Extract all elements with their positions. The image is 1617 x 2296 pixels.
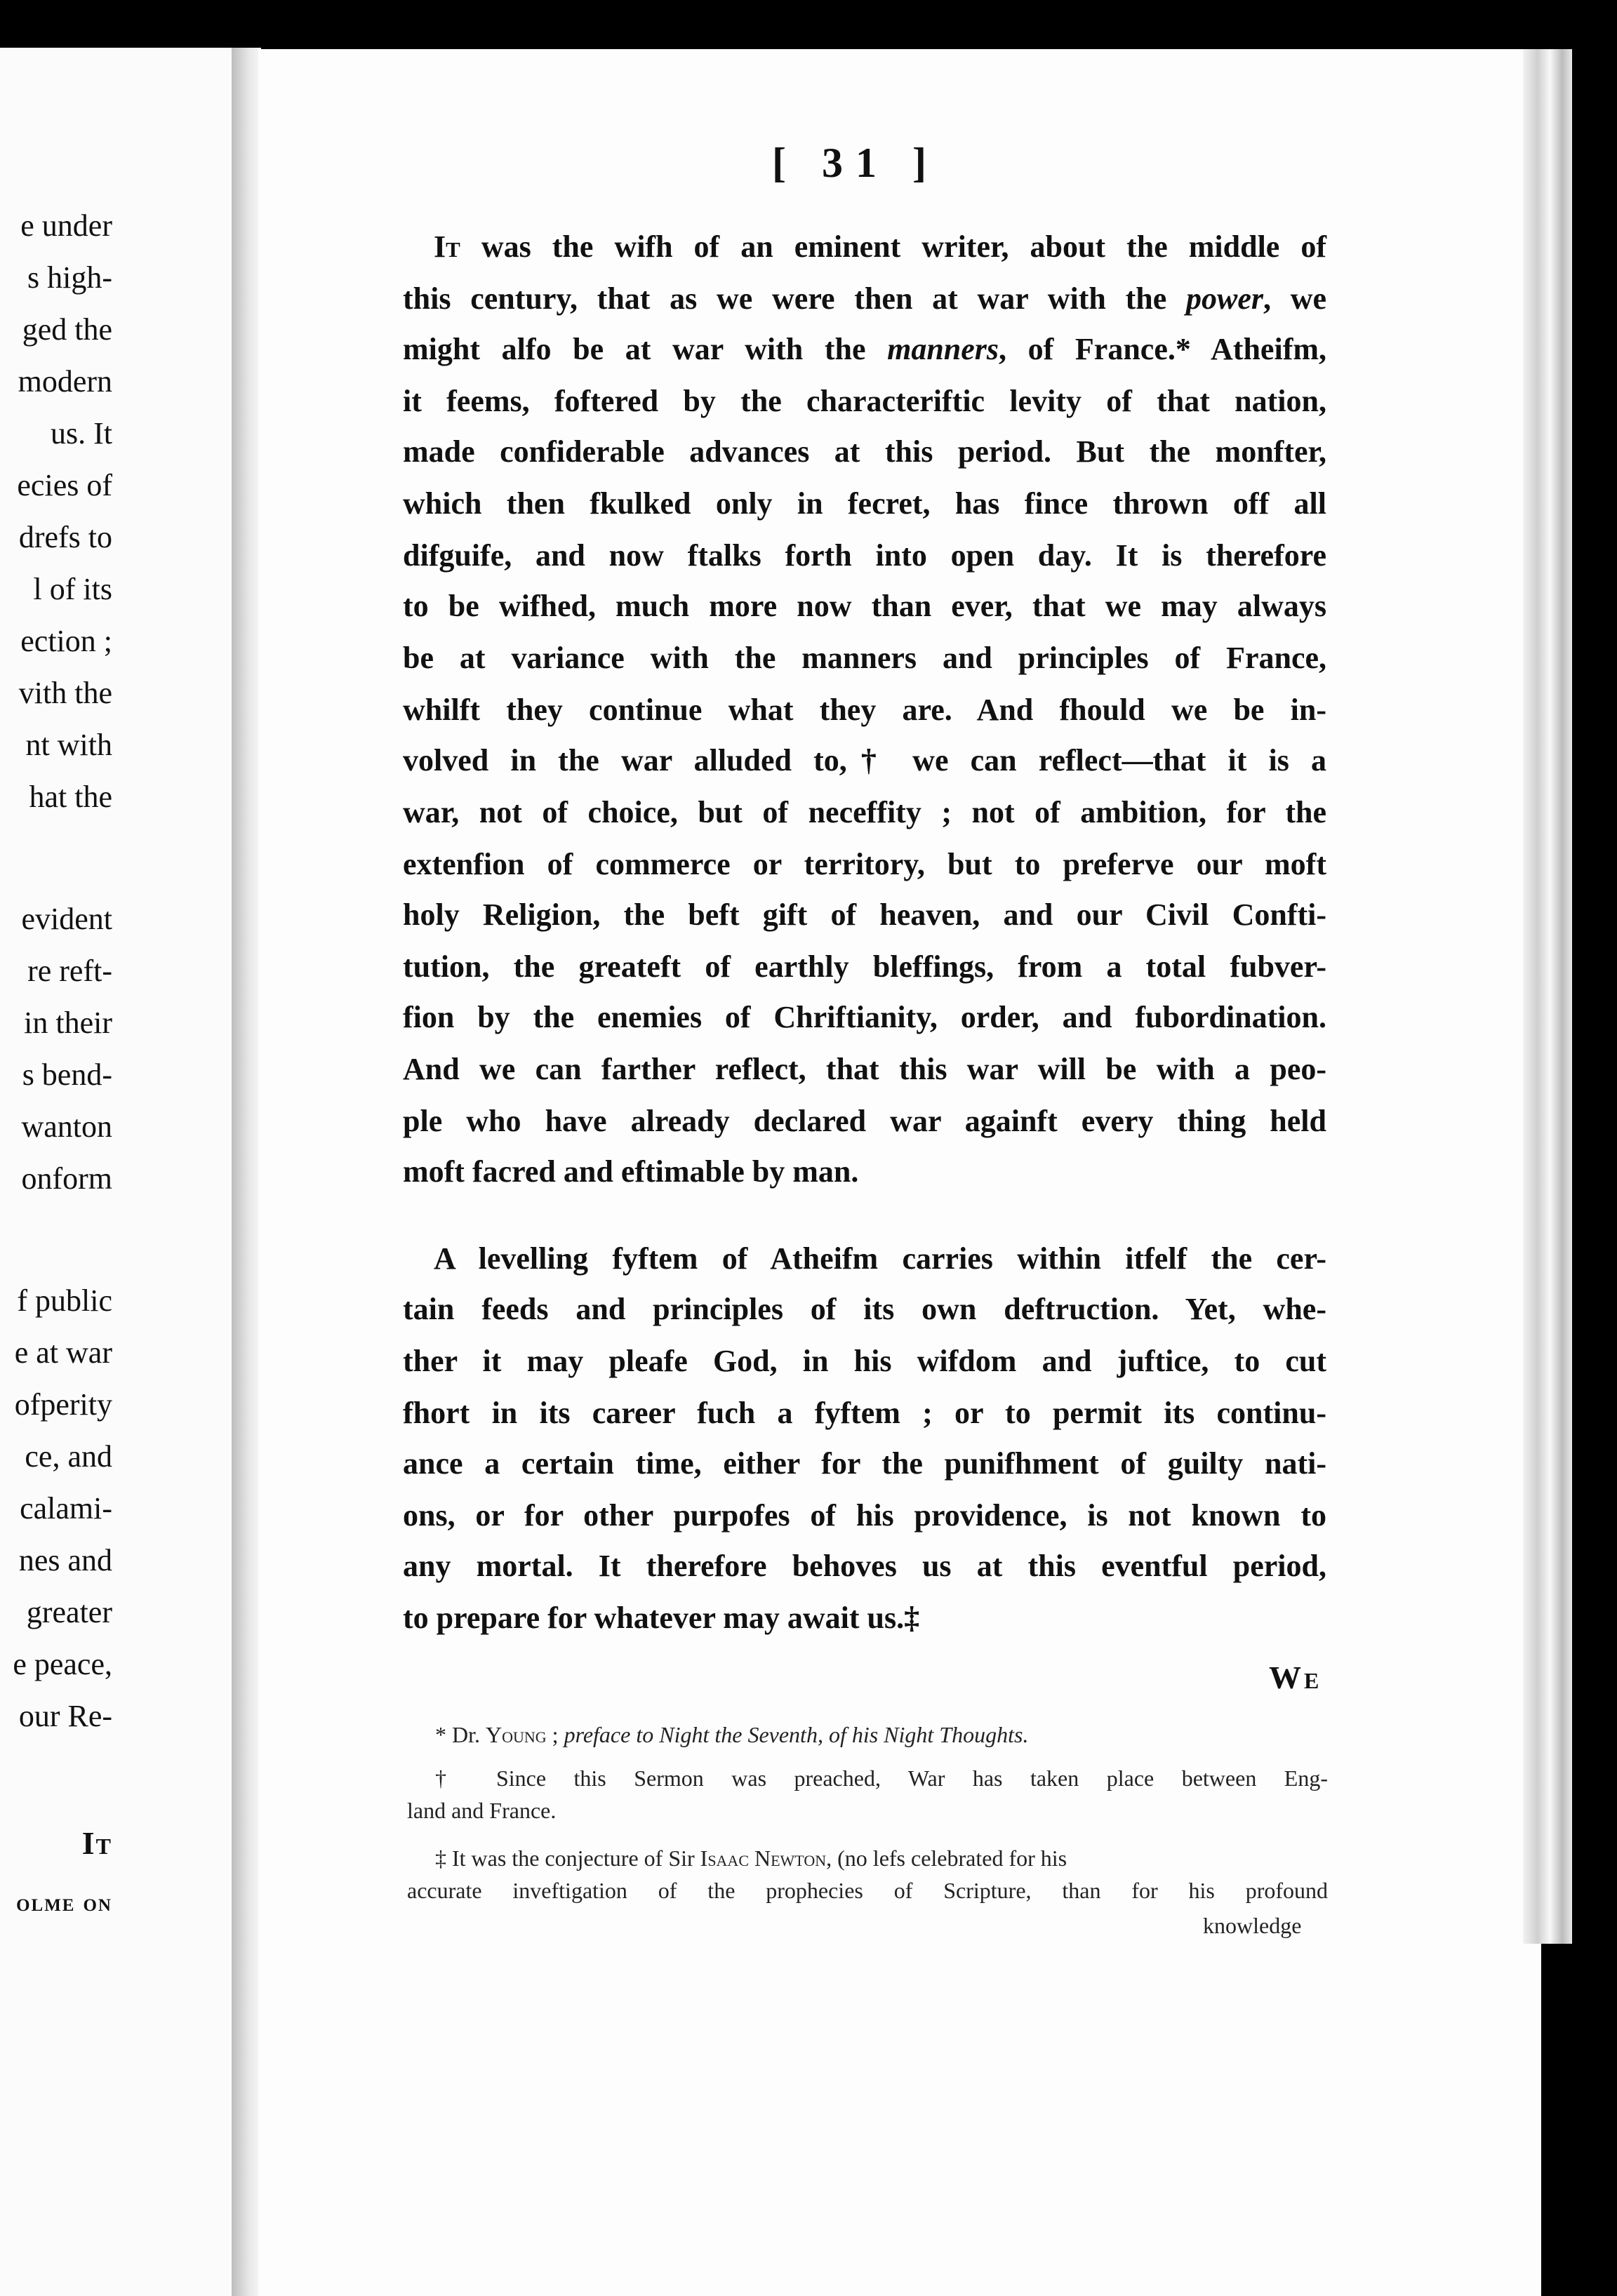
paragraph-1-line: fion by the enemies of Chriftianity, order, and fubordination.: [403, 1000, 1326, 1034]
left-page-line: greater: [26, 1595, 112, 1629]
left-page-line: our Re-: [18, 1699, 112, 1733]
left-page-line: calami-: [20, 1491, 112, 1526]
left-page-line: us. It: [51, 416, 112, 450]
left-page-line: drefs to: [18, 520, 112, 554]
left-page-line: evident: [21, 902, 112, 936]
left-page-line: wanton: [21, 1109, 112, 1144]
left-page-line: vith the: [18, 676, 112, 710]
left-page-line: e at war: [14, 1335, 112, 1370]
paragraph-1-line: made confiderable advances at this period. But the monfter,: [403, 434, 1326, 469]
left-page-line: nes and: [18, 1543, 112, 1577]
left-page-catchword: It: [81, 1825, 112, 1861]
paragraph-1-line: tution, the greateft of earthly bleffings, from a total fubver-: [403, 949, 1326, 984]
left-page-line: e peace,: [13, 1647, 112, 1681]
paragraph-2-line: any mortal. It therefore behoves us at this eventful period,: [403, 1549, 1326, 1583]
paragraph-1-line: difguife, and now ftalks forth into open day. It is therefore: [403, 538, 1326, 573]
paragraph-1-line: which then fkulked only in fecret, has fince thrown off all: [403, 486, 1326, 521]
left-page-line: ged the: [22, 312, 112, 347]
left-page-line: modern: [18, 364, 112, 399]
left-page-line: nt with: [25, 728, 112, 762]
left-page-line: s high-: [27, 260, 112, 295]
footnote-dagger-line-1: † Since this Sermon was preached, War has taken place between Eng-: [435, 1766, 1328, 1791]
footnote-ddagger-line-1: ‡ It was the conjecture of Sir Isaac Newton, (no lefs celebrated for his: [435, 1846, 1067, 1871]
left-page-line: e under: [20, 208, 112, 243]
paragraph-2-line: ther it may pleafe God, in his wifdom and juftice, to cut: [403, 1344, 1326, 1378]
page-edge-shadow: [1523, 49, 1572, 1944]
left-page-line: ofperity: [14, 1387, 112, 1422]
left-page-line: ection ;: [20, 624, 112, 658]
paragraph-1-line: war, not of choice, but of neceffity ; not of ambition, for the: [403, 795, 1326, 829]
paragraph-1-line: ple who have already declared war againft every thing held: [403, 1104, 1326, 1138]
paragraph-1-line: moft facred and eftimable by man.: [403, 1154, 859, 1189]
paragraph-2-line: fhort in its career fuch a fyftem ; or to permit its continu-: [403, 1396, 1326, 1430]
page-number: [ 31 ]: [772, 140, 939, 186]
left-page-footnote-fragment: olme on: [16, 1888, 112, 1916]
left-page-line: s bend-: [22, 1057, 112, 1092]
paragraph-2-line: tain feeds and principles of its own deftruction. Yet, whe-: [403, 1292, 1326, 1326]
footnote-ddagger-line-3: knowledge: [1203, 1913, 1302, 1938]
paragraph-1-line: holy Religion, the beft gift of heaven, and our Civil Confti-: [403, 897, 1326, 932]
paragraph-1-line: volved in the war alluded to,† we can reflect—that it is a: [403, 743, 1326, 777]
paragraph-1-line: And we can farther reflect, that this war will be with a peo-: [403, 1052, 1326, 1086]
left-page-line: re reft-: [27, 954, 112, 988]
paragraph-2-line: ance a certain time, either for the punifhment of guilty nati-: [403, 1446, 1326, 1481]
footnote-ddagger-line-2: accurate inveftigation of the prophecies of Scripture, than for his profound: [407, 1878, 1328, 1903]
left-page-line: l of its: [33, 572, 112, 606]
paragraph-2-line: A levelling fyftem of Atheifm carries within itfelf the cer-: [434, 1241, 1326, 1276]
left-page-line: hat the: [29, 780, 112, 814]
left-page-line: ecies of: [17, 468, 112, 502]
paragraph-2-line: to prepare for whatever may await us.‡: [403, 1601, 920, 1635]
footnote-star: * Dr. Young ; preface to Night the Seventh, of his Night Thoughts.: [435, 1722, 1029, 1747]
paragraph-1-line: whilft they continue what they are. And fhould we be in-: [403, 693, 1326, 727]
paragraph-1-line: might alfo be at war with the manners, of France.* Atheifm,: [403, 332, 1326, 366]
paragraph-1-line: this century, that as we were then at war with the power, we: [403, 281, 1326, 316]
book-gutter: [232, 48, 261, 2296]
left-page-line: onform: [21, 1161, 112, 1196]
paragraph-1-line: it feems, foftered by the characteriftic levity of that nation,: [403, 384, 1326, 418]
paragraph-1-line: be at variance with the manners and principles of France,: [403, 641, 1326, 675]
paragraph-2-line: ons, or for other purpofes of his providence, is not known to: [403, 1498, 1326, 1533]
footnote-dagger-line-2: land and France.: [407, 1798, 557, 1823]
left-page-line: ce, and: [25, 1439, 112, 1474]
paragraph-1-line: It was the wifh of an eminent writer, about the middle of: [434, 229, 1326, 264]
paragraph-1-line: to be wifhed, much more now than ever, that we may always: [403, 589, 1326, 623]
left-page-line: f public: [17, 1283, 112, 1318]
catchword: We: [1269, 1660, 1322, 1695]
left-page: [0, 48, 246, 2296]
paragraph-1-line: extenfion of commerce or territory, but to preferve our moft: [403, 847, 1326, 881]
left-page-line: in their: [24, 1006, 112, 1040]
